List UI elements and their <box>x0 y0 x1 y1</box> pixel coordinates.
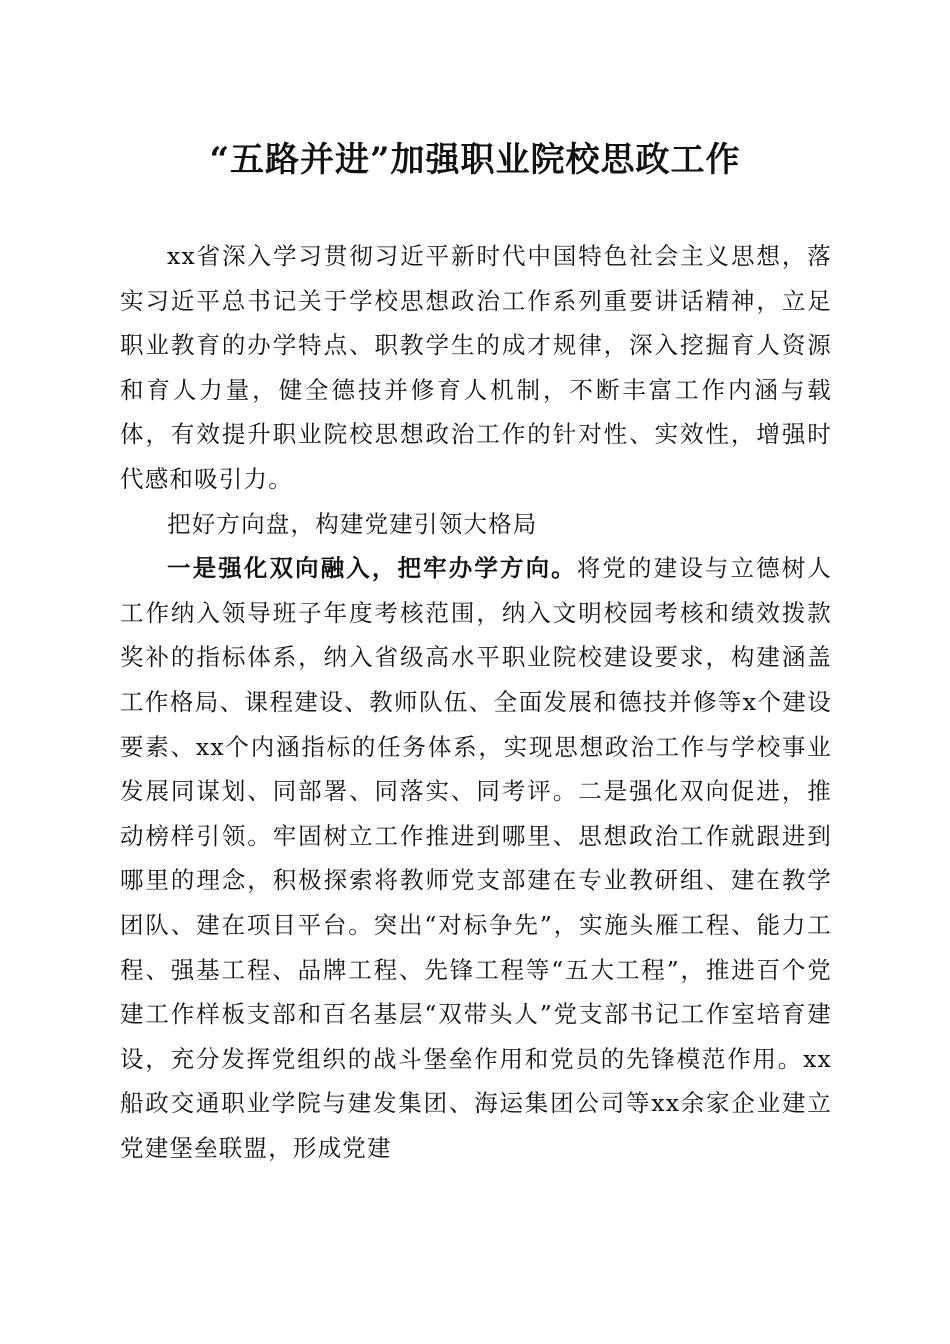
section-body-text: 将党的建设与立德树人工作纳入领导班子年度考核范围，纳入文明校园考核和绩效拨款奖补的指标体系，纳入省级高水平职业院校建设要求，构建涵盖工作格局、课程建设、教师队伍、全面发展和德技并修等x个建设要素、xx个内涵指标的任务体系，实现思想政治工作与学校事业发展同谋划、同部署、同落实、同考评。二是强化双向促进，推动榜样引领。牢固树立工作推进到哪里、思想政治工作就跟进到哪里的理念，积极探索将教师党支部建在专业教研组、建在教学团队、建在项目平台。突出“对标争先”，实施头雁工程、能力工程、强基工程、品牌工程、先锋工程等“五大工程”，推进百个党建工作样板支部和百名基层“双带头人”党支部书记工作室培育建设，充分发挥党组织的战斗堡垒作用和党员的先锋模范作用。xx船政交通职业学院与建发集团、海运集团公司等xx余家企业建立党建堡垒联盟，形成党建 <box>120 554 833 1162</box>
section-heading: 把好方向盘，构建党建引领大格局 <box>167 509 538 538</box>
intro-paragraph: xx省深入学习贯彻习近平新时代中国特色社会主义思想，落实习近平总书记关于学校思想政治工作系列重要讲话精神，立足职业教育的办学特点、职教学生的成才规律，深入挖掘育人资源和育人力量，健全德技并修育人机制，不断丰富工作内涵与载体，有效提升职业院校思想政治工作的针对性、实效性，增强时代感和吸引力。 <box>120 242 832 493</box>
document-body <box>120 234 832 1170</box>
section-lead-sentence: 一是强化双向融入，把牢办学方向。 <box>167 554 577 583</box>
document-title: “五路并进”加强职业院校思政工作 <box>209 140 741 180</box>
section-paragraph <box>120 546 832 1170</box>
